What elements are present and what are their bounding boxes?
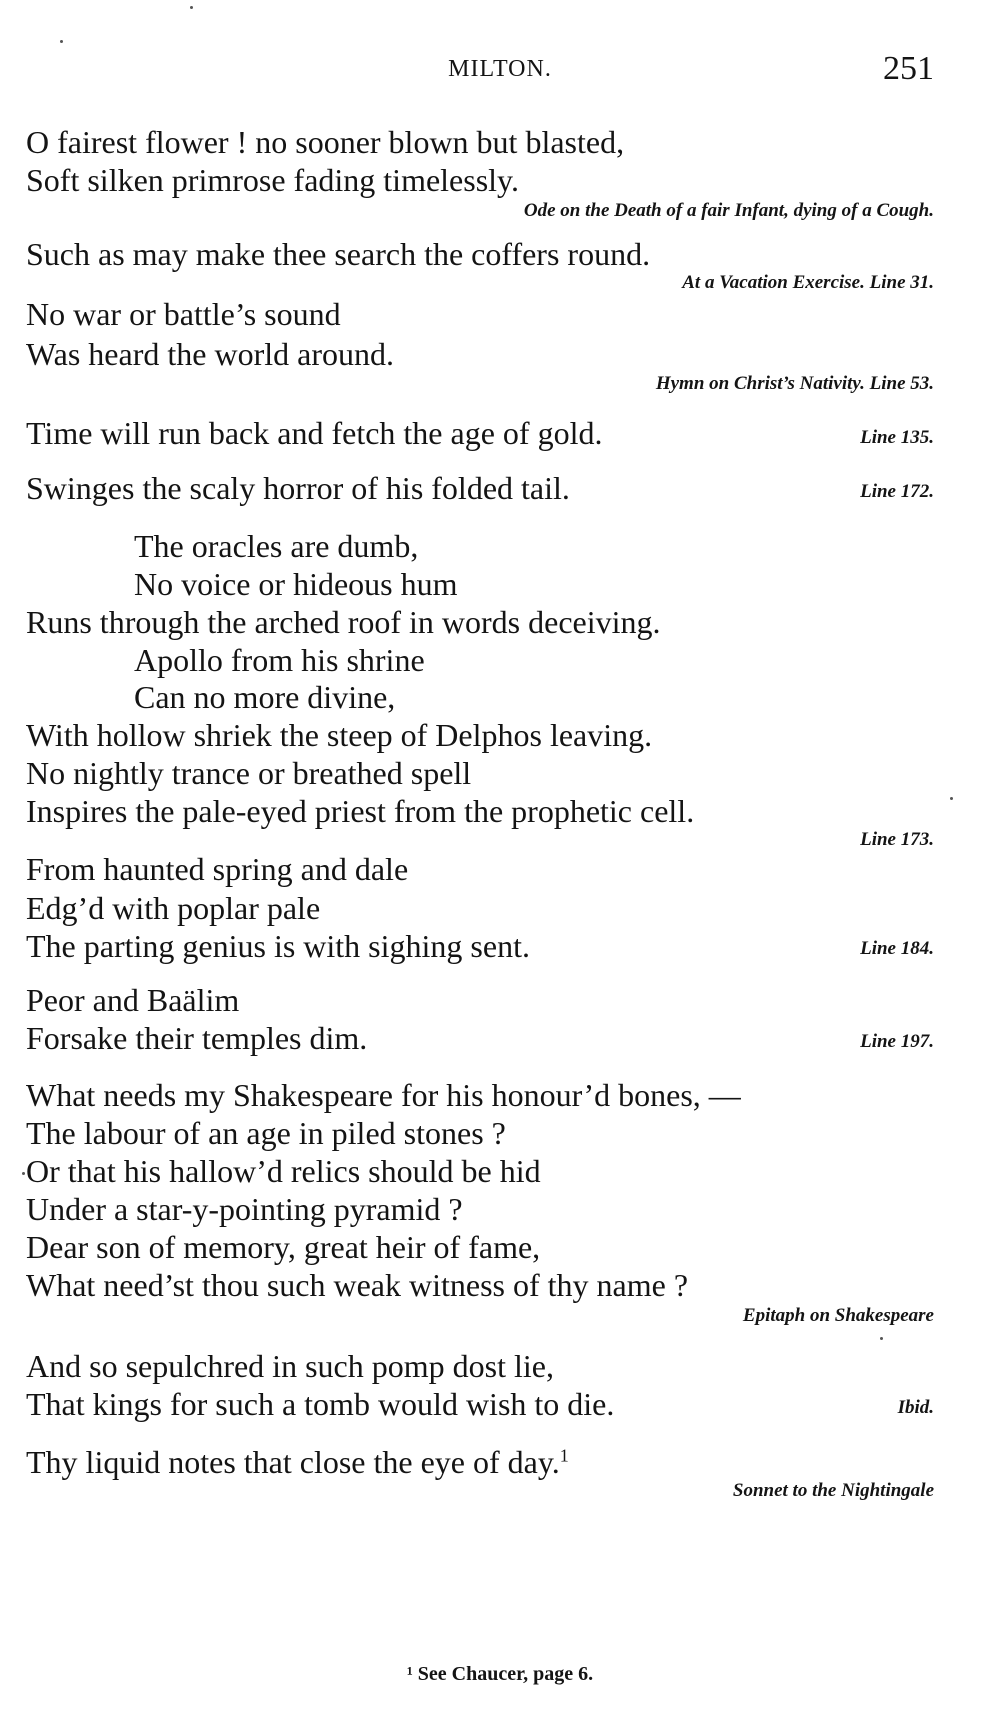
scan-speck bbox=[880, 1337, 883, 1340]
verse-line: Edg’d with poplar pale bbox=[26, 890, 321, 926]
verse-line: Or that his hallow’d relics should be hid bbox=[26, 1153, 541, 1189]
verse-line: Was heard the world around. bbox=[26, 336, 394, 372]
verse-line: Time will run back and fetch the age of gold. bbox=[26, 415, 603, 451]
citation: Line 197. bbox=[860, 1031, 934, 1052]
verse-line: Peor and Baälim bbox=[26, 982, 240, 1018]
verse-line: From haunted spring and dale bbox=[26, 851, 409, 887]
verse-line: The labour of an age in piled stones ? bbox=[26, 1115, 506, 1151]
verse-line: Apollo from his shrine bbox=[134, 642, 425, 678]
citation: Ibid. bbox=[897, 1397, 934, 1418]
scan-speck bbox=[950, 797, 953, 800]
verse-line: The parting genius is with sighing sent. bbox=[26, 928, 530, 964]
running-head bbox=[0, 50, 1000, 90]
verse-line: Inspires the pale-eyed priest from the prophetic cell. bbox=[26, 793, 695, 829]
verse-line: The oracles are dumb, bbox=[134, 528, 419, 564]
citation: Line 172. bbox=[860, 481, 934, 502]
footnote-marker: 1 bbox=[559, 1445, 569, 1466]
scan-speck bbox=[190, 6, 193, 9]
citation: Hymn on Christ’s Nativity. Line 53. bbox=[655, 373, 934, 394]
verse-line: No war or battle’s sound bbox=[26, 296, 341, 332]
verse-line: Swinges the scaly horror of his folded tail. bbox=[26, 470, 570, 506]
verse-line: Dear son of memory, great heir of fame, bbox=[26, 1229, 541, 1265]
citation: Line 135. bbox=[860, 427, 934, 448]
citation: Line 184. bbox=[860, 938, 934, 959]
verse-line: Such as may make thee search the coffers round. bbox=[26, 236, 651, 272]
verse-line: What needs my Shakespeare for his honour’d bones, — bbox=[26, 1077, 741, 1113]
page-number: 251 bbox=[883, 50, 934, 87]
citation: At a Vacation Exercise. Line 31. bbox=[682, 272, 934, 293]
citation: Line 173. bbox=[860, 829, 934, 850]
verse-line: Runs through the arched roof in words deceiving. bbox=[26, 604, 661, 640]
verse-text: Thy liquid notes that close the eye of day. bbox=[26, 1444, 560, 1480]
verse-line: What need’st thou such weak witness of thy name ? bbox=[26, 1267, 689, 1303]
verse-line: No nightly trance or breathed spell bbox=[26, 755, 472, 791]
verse-line: Under a star-y-pointing pyramid ? bbox=[26, 1191, 463, 1227]
verse-line: Forsake their temples dim. bbox=[26, 1020, 368, 1056]
verse-line: Soft silken primrose fading timelessly. bbox=[26, 162, 519, 198]
verse-line bbox=[26, 1442, 936, 1482]
verse-line: With hollow shriek the steep of Delphos leaving. bbox=[26, 717, 653, 753]
verse-line: Can no more divine, bbox=[134, 679, 396, 715]
footnote: ¹ See Chaucer, page 6. bbox=[406, 1663, 594, 1685]
citation: Sonnet to the Nightingale bbox=[732, 1480, 934, 1501]
citation: Ode on the Death of a fair Infant, dying of a Cough. bbox=[523, 200, 934, 221]
scan-speck bbox=[60, 40, 63, 43]
verse-line: O fairest flower ! no sooner blown but blasted, bbox=[26, 124, 625, 160]
citation: Epitaph on Shakespeare bbox=[742, 1305, 934, 1326]
scan-speck bbox=[22, 1172, 25, 1175]
verse-line: No voice or hideous hum bbox=[134, 566, 458, 602]
verse-line: And so sepulchred in such pomp dost lie, bbox=[26, 1348, 554, 1384]
running-title: MILTON. bbox=[448, 56, 552, 82]
verse-line: That kings for such a tomb would wish to die. bbox=[26, 1386, 615, 1422]
